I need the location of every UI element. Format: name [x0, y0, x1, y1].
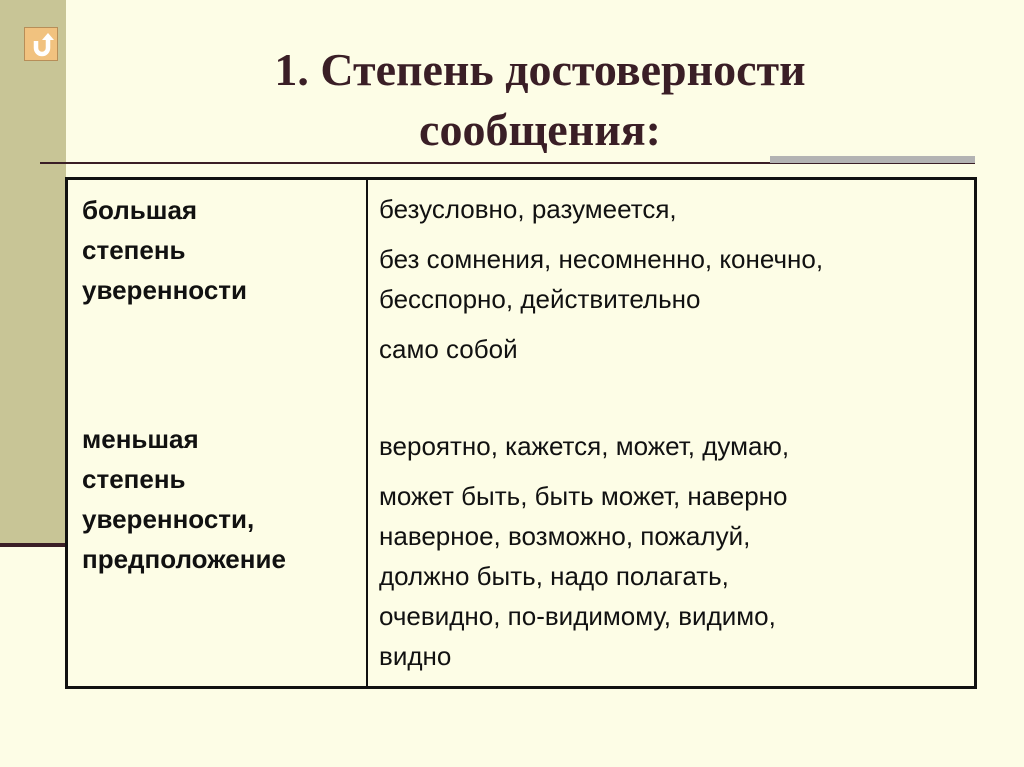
row-values-low-certainty [379, 426, 789, 676]
certainty-table [65, 177, 977, 689]
title-rule-accent [770, 156, 975, 163]
value-line: без сомнения, несомненно, конечно, [379, 244, 824, 274]
back-button[interactable] [24, 27, 58, 61]
title-line-2: сообщения: [419, 104, 661, 155]
value-line: наверное, возможно, пожалуй, [379, 521, 751, 551]
side-band [0, 0, 66, 545]
column-divider [366, 180, 368, 686]
value-line: бесспорно, действительно [379, 284, 701, 314]
value-line: само собой [379, 334, 518, 364]
slide-title [160, 40, 920, 160]
value-line: очевидно, по-видимому, видимо, [379, 601, 776, 631]
title-line-1: 1. Степень достоверности [274, 44, 806, 95]
row-label-low-certainty: меньшая степень уверенности, предположение [82, 424, 286, 574]
value-line: видно [379, 641, 452, 671]
value-line: должно быть, надо полагать, [379, 561, 729, 591]
value-line: может быть, быть может, наверно [379, 481, 788, 511]
row-label-high-certainty: большая степень уверенности [82, 195, 248, 305]
row-values-high-certainty [379, 189, 823, 369]
value-line: безусловно, разумеется, [379, 194, 677, 224]
return-arrow-icon [25, 28, 59, 62]
side-divider [0, 543, 66, 547]
value-line: вероятно, кажется, может, думаю, [379, 431, 790, 461]
